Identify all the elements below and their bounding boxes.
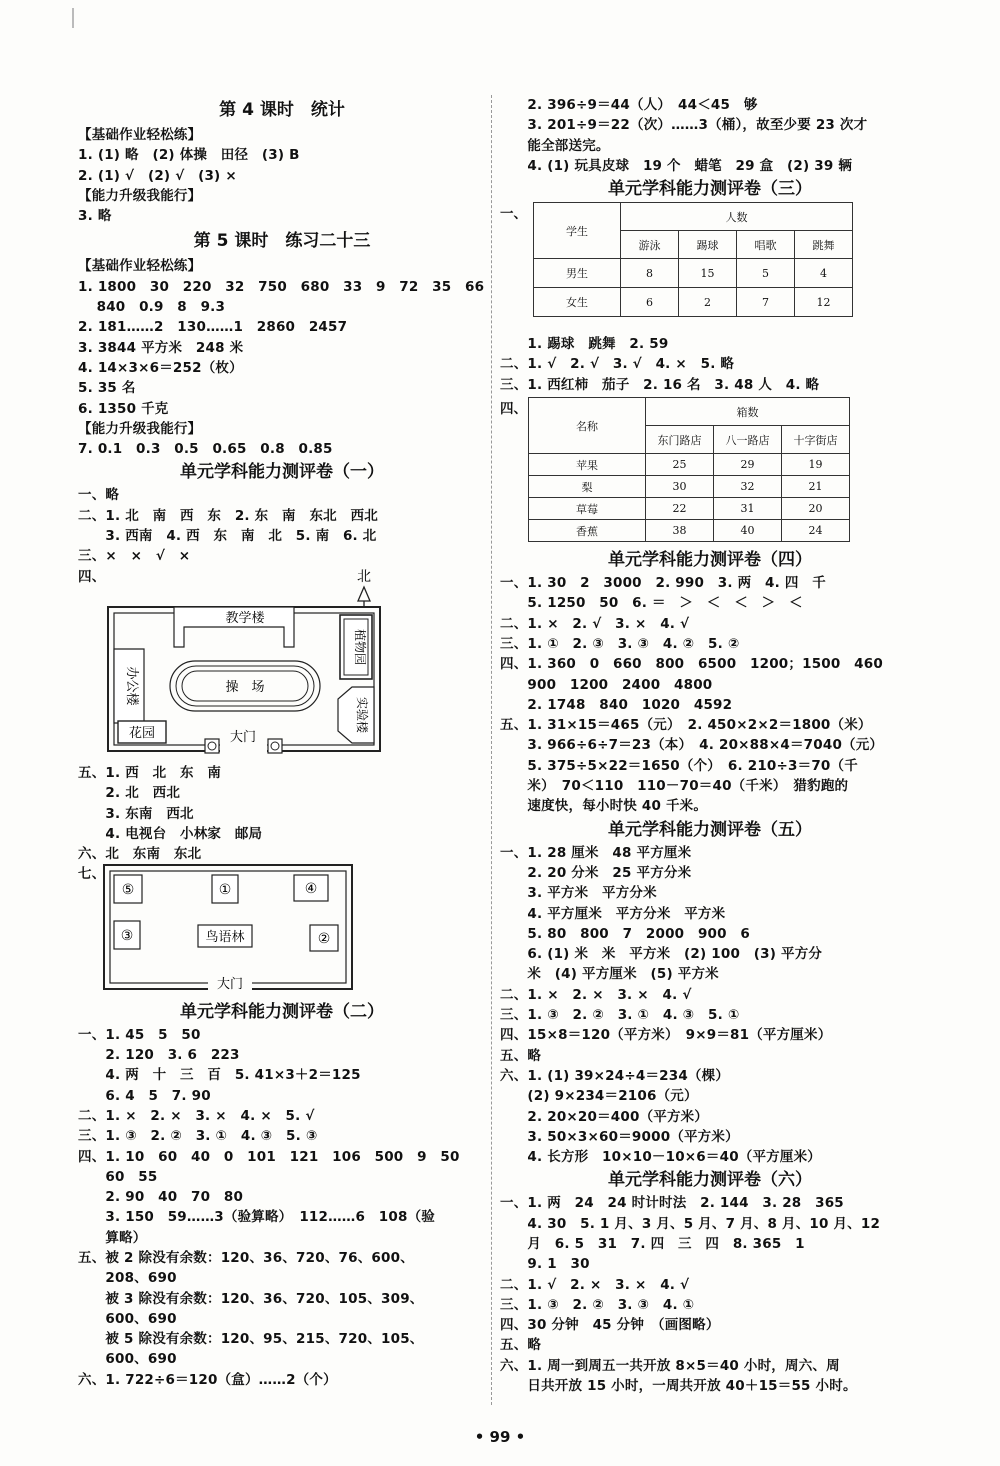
table-col-header: 十字街店: [782, 426, 850, 454]
text-line: 4. 14×3×6＝252（枚）: [78, 359, 243, 376]
teaching-building-label: 教学楼: [225, 610, 265, 626]
text-line: 被 3 除没有余数：120、36、720、105、309、: [78, 1290, 424, 1307]
text-line: 4. 电视台 小林家 邮局: [78, 825, 263, 842]
text-line: 6. 4 5 7. 90: [78, 1087, 211, 1104]
table-cell: 38: [646, 520, 714, 542]
text-line: 五、略: [500, 1337, 542, 1354]
area-3-label: ③: [120, 927, 134, 944]
text-line: 6. (1) 米 米 平方米 (2) 100 (3) 平方分: [500, 946, 823, 963]
table-cell: 5: [737, 259, 795, 288]
text-line: 7. 0.1 0.3 0.5 0.65 0.8 0.85: [78, 441, 333, 458]
table-row-label: 草莓: [529, 498, 646, 520]
text-line: 二、1. √ 2. √ 3. √ 4. × 5. 略: [500, 356, 735, 373]
garden-label: 花园: [128, 725, 156, 741]
unit2-answers: [78, 1025, 486, 1390]
table-col-header: 东门路店: [646, 426, 714, 454]
botanical-garden-label: 植物园: [353, 628, 367, 665]
table1-wrapper: [500, 202, 920, 332]
text-line: 3. 50×3×60＝9000（平方米）: [500, 1128, 739, 1145]
text-line: 六、1. 722÷6＝120（盒）……2（个）: [78, 1371, 337, 1388]
text-line: 5. 35 名: [78, 380, 136, 397]
text-line: 4. 30 5. 1 月、3 月、5 月、7 月、8 月、10 月、12: [500, 1215, 881, 1232]
text-line: 一、1. 30 2 3000 2. 990 3. 两 4. 四 千: [500, 575, 826, 592]
text-line: 4. (1) 玩具皮球 19 个 蜡笔 29 盒 (2) 39 辆: [500, 157, 853, 174]
table-col-header: 跳舞: [795, 231, 853, 259]
unit1-title: 单元学科能力测评卷（一）: [180, 462, 384, 483]
table-row: [529, 454, 850, 476]
table-cell: 25: [646, 454, 714, 476]
table-row: [534, 288, 853, 317]
text-line: 二、1. × 2. √ 3. × 4. √: [500, 615, 690, 632]
text-line: 速度快，每小时快 40 千米。: [500, 798, 708, 815]
text-line: 5. 1250 50 6. ＝ ＞ ＜ ＜ ＞ ＜: [500, 595, 803, 612]
text-line: 四、1. 10 60 40 0 101 121 106 500 9 50: [78, 1148, 460, 1165]
text-line: 【能力升级我能行】: [78, 187, 202, 204]
text-line: 2. 1748 840 1020 4592: [500, 696, 733, 713]
table-row: [529, 520, 850, 542]
text-line: 四、15×8＝120（平方米） 9×9＝81（平方厘米）: [500, 1027, 832, 1044]
text-line: 1. 踢球 跳舞 2. 59: [500, 336, 669, 353]
table-cell: 19: [782, 454, 850, 476]
text-line: 算略）: [78, 1229, 147, 1246]
text-line: 一、1. 45 5 50: [78, 1026, 201, 1043]
lesson4-block: [78, 125, 486, 226]
lesson5-title: 第 5 课时 练习二十三: [193, 231, 371, 252]
north-arrow-icon: [358, 587, 370, 601]
area-4-label: ④: [304, 880, 318, 897]
gate-label: 大门: [229, 729, 257, 745]
text-line: 能全部送完。: [500, 137, 610, 154]
text-line: 四、1. 360 0 660 800 6500 1200；1500 460: [500, 656, 883, 673]
unit6-title: 单元学科能力测评卷（六）: [608, 1170, 812, 1191]
unit5-answers: [500, 843, 920, 1168]
unit3-title: 单元学科能力测评卷（三）: [608, 179, 812, 200]
text-line: 六、北 东南 东北: [78, 846, 202, 863]
text-line: 3. 150 59……3（验算略） 112……6 108（验: [78, 1209, 435, 1226]
unit5-title: 单元学科能力测评卷（五）: [608, 819, 812, 840]
table-col-header: 唱歌: [737, 231, 795, 259]
area-1-label: ①: [218, 881, 232, 898]
text-line: 208、690: [78, 1270, 177, 1287]
table-col-header: 八一路店: [714, 426, 782, 454]
text-line: 3. 平方米 平方分米: [500, 885, 657, 902]
text-line: 5. 80 800 7 2000 900 6: [500, 925, 751, 942]
text-line: 三、1. 西红柿 茄子 2. 16 名 3. 48 人 4. 略: [500, 376, 820, 393]
table2-wrapper: [500, 397, 920, 547]
students-table: [533, 202, 853, 317]
table-row-label: 梨: [529, 476, 646, 498]
lesson4-title: 第 4 课时 统计: [219, 100, 345, 120]
text-line: 五、1. 31×15＝465（元） 2. 450×2×2＝1800（米）: [500, 717, 872, 734]
unit3-answers: [500, 334, 920, 395]
table-cell: 7: [737, 288, 795, 317]
text-line: 600、690: [78, 1310, 177, 1327]
page-number: • 99 •: [474, 1428, 526, 1446]
text-line: 3. 西南 4. 西 东 南 北 5. 南 6. 北: [78, 528, 377, 545]
text-line: 3. 3844 平方米 248 米: [78, 339, 244, 356]
text-line: 2. 20×20＝400（平方米）: [500, 1108, 709, 1125]
text-line: 2. 396÷9＝44（人） 44＜45 够: [500, 97, 758, 113]
text-line: 三、× × √ ×: [78, 548, 191, 565]
table-row: [534, 259, 853, 288]
text-line: 900 1200 2400 4800: [500, 676, 713, 693]
text-line: 4. 两 十 三 百 5. 41×3＋2＝125: [78, 1067, 361, 1084]
text-line: 被 5 除没有余数：120、95、215、720、105、: [78, 1331, 424, 1348]
table-cell: 32: [714, 476, 782, 498]
table-group-header: 箱数: [646, 398, 850, 426]
text-line: 2. (1) √ (2) √ (3) ×: [78, 167, 237, 184]
unit2-title: 单元学科能力测评卷（二）: [180, 1001, 384, 1022]
table-col-header: 踢球: [679, 231, 737, 259]
right-column: [500, 95, 920, 1396]
text-line: 米 (4) 平方厘米 (5) 平方米: [500, 966, 719, 983]
text-line: 二、1. 北 南 西 东 2. 东 南 东北 西北: [78, 507, 378, 524]
table-row-label: 苹果: [529, 454, 646, 476]
text-line: 二、1. × 2. × 3. × 4. √: [500, 986, 692, 1003]
text-line: 三、1. ① 2. ③ 3. ③ 4. ② 5. ②: [500, 635, 740, 652]
text-line: 三、1. ③ 2. ② 3. ① 4. ③ 5. ①: [500, 1007, 740, 1024]
text-line: 七、: [78, 866, 106, 883]
unit4-title: 单元学科能力测评卷（四）: [608, 550, 812, 571]
office-building-label: 办公楼: [124, 666, 139, 706]
text-line: 60 55: [78, 1168, 158, 1185]
playground-label: 操 场: [225, 679, 265, 695]
text-line: 四、: [78, 568, 106, 585]
table-row-label: 男生: [534, 259, 621, 288]
text-line: 四、30 分钟 45 分钟 （画图略）: [500, 1317, 720, 1334]
bird-forest-label: 鸟语林: [205, 929, 245, 945]
text-line: 9. 1 30: [500, 1256, 590, 1273]
text-line: 六、1. 周一到周五一共开放 8×5＝40 小时，周六、周: [500, 1357, 840, 1374]
text-line: 二、1. √ 2. × 3. × 4. √: [500, 1276, 690, 1293]
text-line: 3. 略: [78, 208, 112, 225]
table-cell: 15: [679, 259, 737, 288]
table-corner: 学生: [534, 203, 621, 259]
section-marker: 一、: [500, 206, 527, 223]
table-cell: 30: [646, 476, 714, 498]
text-line: 2. 20 分米 25 平方分米: [500, 864, 692, 881]
table-cell: 2: [679, 288, 737, 317]
table-cell: 12: [795, 288, 853, 317]
text-line: 2. 181……2 130……1 2860 2457: [78, 319, 348, 336]
table-cell: 6: [621, 288, 679, 317]
text-line: 2. 90 40 70 80: [78, 1189, 244, 1206]
text-line: 5. 375÷5×22＝1650（个） 6. 210÷3＝70（千: [500, 757, 858, 774]
table-corner: 名称: [529, 398, 646, 454]
table-col-header: 游泳: [621, 231, 679, 259]
text-line: 3. 966÷6÷7＝23（本） 4. 20×88×4＝7040（元）: [500, 737, 884, 754]
text-line: 日共开放 15 小时，一周共开放 40＋15＝55 小时。: [500, 1378, 857, 1395]
table-cell: 4: [795, 259, 853, 288]
text-line: 【能力升级我能行】: [78, 420, 202, 437]
carryover-answers: [500, 95, 920, 176]
left-column: [78, 95, 486, 1390]
text-line: 米） 70＜110 110－70＝40（千米） 猎豹跑的: [500, 778, 849, 795]
text-line: 五、1. 西 北 东 南: [78, 764, 222, 781]
lesson5-block: [78, 256, 486, 459]
lab-building-label: 实验楼: [355, 696, 369, 733]
text-line: 【基础作业轻松练】: [78, 258, 202, 275]
area-5-label: ⑤: [121, 881, 135, 898]
text-line: 五、略: [500, 1047, 542, 1064]
text-line: 一、1. 两 24 24 时计时法 2. 144 3. 28 365: [500, 1195, 844, 1212]
table-cell: 8: [621, 259, 679, 288]
unit4-answers: [500, 573, 920, 817]
text-line: 4. 长方形 10×10－10×6＝40（平方厘米）: [500, 1149, 821, 1166]
table-row: [529, 476, 850, 498]
table-cell: 31: [714, 498, 782, 520]
text-line: 2. 120 3. 6 223: [78, 1047, 240, 1064]
text-line: 一、1. 28 厘米 48 平方厘米: [500, 844, 692, 861]
margin-mark: [68, 8, 78, 36]
north-label: 北: [357, 568, 371, 585]
text-line: (2) 9×234＝2106（元）: [500, 1088, 698, 1105]
text-line: 600、690: [78, 1351, 177, 1368]
text-line: 五、被 2 除没有余数：120、36、720、76、600、: [78, 1249, 414, 1266]
text-line: 2. 北 西北: [78, 785, 181, 802]
text-line: 【基础作业轻松练】: [78, 127, 202, 143]
park-map: [78, 863, 486, 993]
table-cell: 22: [646, 498, 714, 520]
text-line: 三、1. ③ 2. ② 3. ③ 4. ①: [500, 1296, 695, 1313]
table-cell: 20: [782, 498, 850, 520]
text-line: 840 0.9 8 9.3: [78, 299, 226, 316]
section-marker: 四、: [500, 401, 527, 418]
text-line: 3. 201÷9＝22（次）……3（桶），故至少要 23 次才: [500, 117, 868, 134]
table-cell: 24: [782, 520, 850, 542]
area-2-label: ②: [317, 930, 331, 947]
table-cell: 29: [714, 454, 782, 476]
text-line: 4. 平方厘米 平方分米 平方米: [500, 905, 726, 922]
text-line: 六、1. (1) 39×24÷4＝234（棵）: [500, 1067, 730, 1084]
text-line: 1. (1) 略 (2) 体操 田径 (3) B: [78, 147, 300, 164]
park-gate-label: 大门: [216, 976, 244, 992]
table-row-label: 香蕉: [529, 520, 646, 542]
text-line: 1. 1800 30 220 32 750 680 33 9 72 35 66: [78, 278, 485, 295]
text-line: 三、1. ③ 2. ② 3. ① 4. ③ 5. ③: [78, 1128, 318, 1145]
text-line: 6. 1350 千克: [78, 400, 169, 417]
school-map: [78, 565, 486, 757]
text-line: 一、略: [78, 487, 120, 504]
unit6-answers: [500, 1193, 920, 1396]
table-row-label: 女生: [534, 288, 621, 317]
text-line: 月 6. 5 31 7. 四 三 四 8. 365 1: [500, 1235, 805, 1252]
text-line: 3. 东南 西北: [78, 805, 194, 822]
table-row: [529, 498, 850, 520]
column-divider: [491, 95, 492, 1405]
fruit-table: [528, 397, 850, 542]
table-group-header: 人数: [621, 203, 853, 231]
table-cell: 21: [782, 476, 850, 498]
table-cell: 40: [714, 520, 782, 542]
text-line: 二、1. × 2. × 3. × 4. × 5. √: [78, 1107, 315, 1124]
